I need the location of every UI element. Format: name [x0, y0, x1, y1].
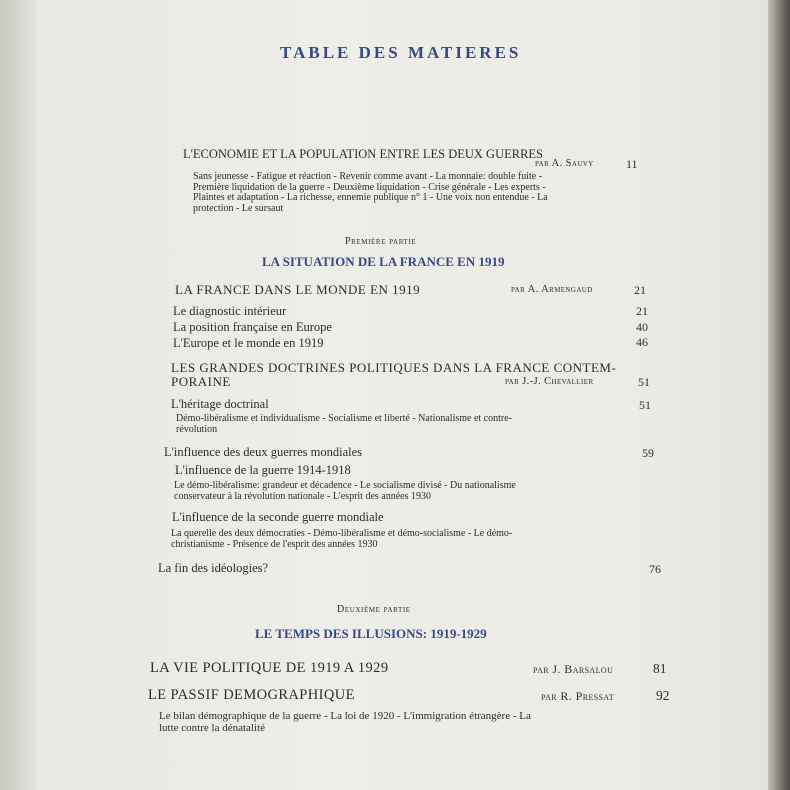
part2-title: LE TEMPS DES ILLUSIONS: 1919-1929: [255, 626, 487, 641]
section-page: 21: [636, 304, 648, 318]
topic-line: conservateur à la révolution nationale - L'esprit des années 1930: [174, 490, 431, 502]
topic-line: lutte contre la dénatalité: [159, 722, 265, 734]
topic-line: protection - Le sursaut: [193, 202, 284, 214]
part1-title: LA SITUATION DE LA FRANCE EN 1919: [262, 254, 505, 269]
topic-line: révolution: [176, 423, 218, 435]
section-label: La position française en Europe: [173, 320, 332, 334]
chapter-title: LA FRANCE DANS LE MONDE EN 1919: [175, 282, 421, 297]
chapter-title: LES GRANDES DOCTRINES POLITIQUES DANS LA FRANCE CONTEM-: [171, 360, 617, 375]
section-page: 40: [636, 320, 648, 334]
topic-line: christianisme - Présence de l'esprit des années 1930: [171, 538, 378, 550]
subsection-topics: [174, 481, 634, 502]
topic-line: Le bilan démographique de la guerre - La loi de 1920 - L'immigration étrangère - La: [159, 710, 531, 722]
section-page: 59: [642, 446, 654, 460]
intro-topics: [193, 172, 613, 214]
chapter-title: LA VIE POLITIQUE DE 1919 A 1929: [150, 660, 389, 676]
intro-chapter-title: L'ECONOMIE ET LA POPULATION ENTRE LES DEUX GUERRES: [183, 147, 543, 161]
section-label: L'héritage doctrinal: [171, 397, 269, 411]
part1-label: Première partie: [345, 236, 417, 247]
chapter-title: LE PASSIF DEMOGRAPHIQUE: [148, 687, 355, 703]
intro-author: par A. Sauvy: [535, 158, 594, 169]
section-label: L'Europe et le monde en 1919: [173, 336, 324, 350]
chapter-page: 51: [638, 375, 650, 389]
chapter-author: par R. Pressat: [541, 689, 615, 703]
chapter-author: par A. Armengaud: [511, 284, 593, 295]
topic-line: Démo-libéralisme et individualisme - Socialisme et liberté - Nationalisme et contre-: [176, 413, 513, 424]
chapter-author: par J.-J. Chevallier: [505, 376, 594, 387]
subsection-label: L'influence de la seconde guerre mondiale: [172, 510, 384, 524]
topic-line: Le démo-libéralisme: grandeur et décadence - Le socialisme divisé - Du nationalisme: [174, 480, 516, 491]
section-label: La fin des idéologies?: [158, 561, 269, 575]
page-edge: [768, 0, 790, 790]
section-page: 51: [639, 398, 651, 412]
intro-page: 11: [626, 157, 638, 171]
chapter-page: 81: [653, 661, 667, 676]
chapter-page: 92: [656, 688, 670, 703]
section-label: Le diagnostic intérieur: [173, 304, 287, 318]
chapter-title-cont: PORAINE: [171, 374, 231, 389]
chapter-author: par J. Barsalou: [533, 662, 614, 676]
chapter-topics: [159, 710, 649, 734]
topic-line: Première liquidation de la guerre - Deuxième liquidation - Crise générale - Les experts -: [193, 181, 546, 193]
topic-line: La querelle des deux démocraties - Démo-libéralisme et démo-socialisme - Le démo-: [171, 528, 513, 539]
page-gutter-shadow: [0, 0, 36, 790]
section-page: 76: [649, 562, 661, 576]
section-label: L'influence des deux guerres mondiales: [164, 445, 363, 459]
topic-line: Sans jeunesse - Fatigue et réaction - Revenir comme avant - La monnaie: double fuite -: [193, 171, 543, 182]
subsection-label: L'influence de la guerre 1914-1918: [175, 463, 351, 477]
subsection-topics: [171, 529, 631, 550]
chapter-page: 21: [634, 283, 646, 297]
section-page: 46: [636, 335, 648, 349]
topic-line: Plaintes et adaptation - La richesse, ennemie publique n° 1 - Une voix non entendue - La: [193, 192, 548, 203]
part2-label: Deuxième partie: [337, 604, 411, 615]
section-topics: [176, 414, 626, 435]
page-title: TABLE DES MATIERES: [280, 43, 522, 62]
